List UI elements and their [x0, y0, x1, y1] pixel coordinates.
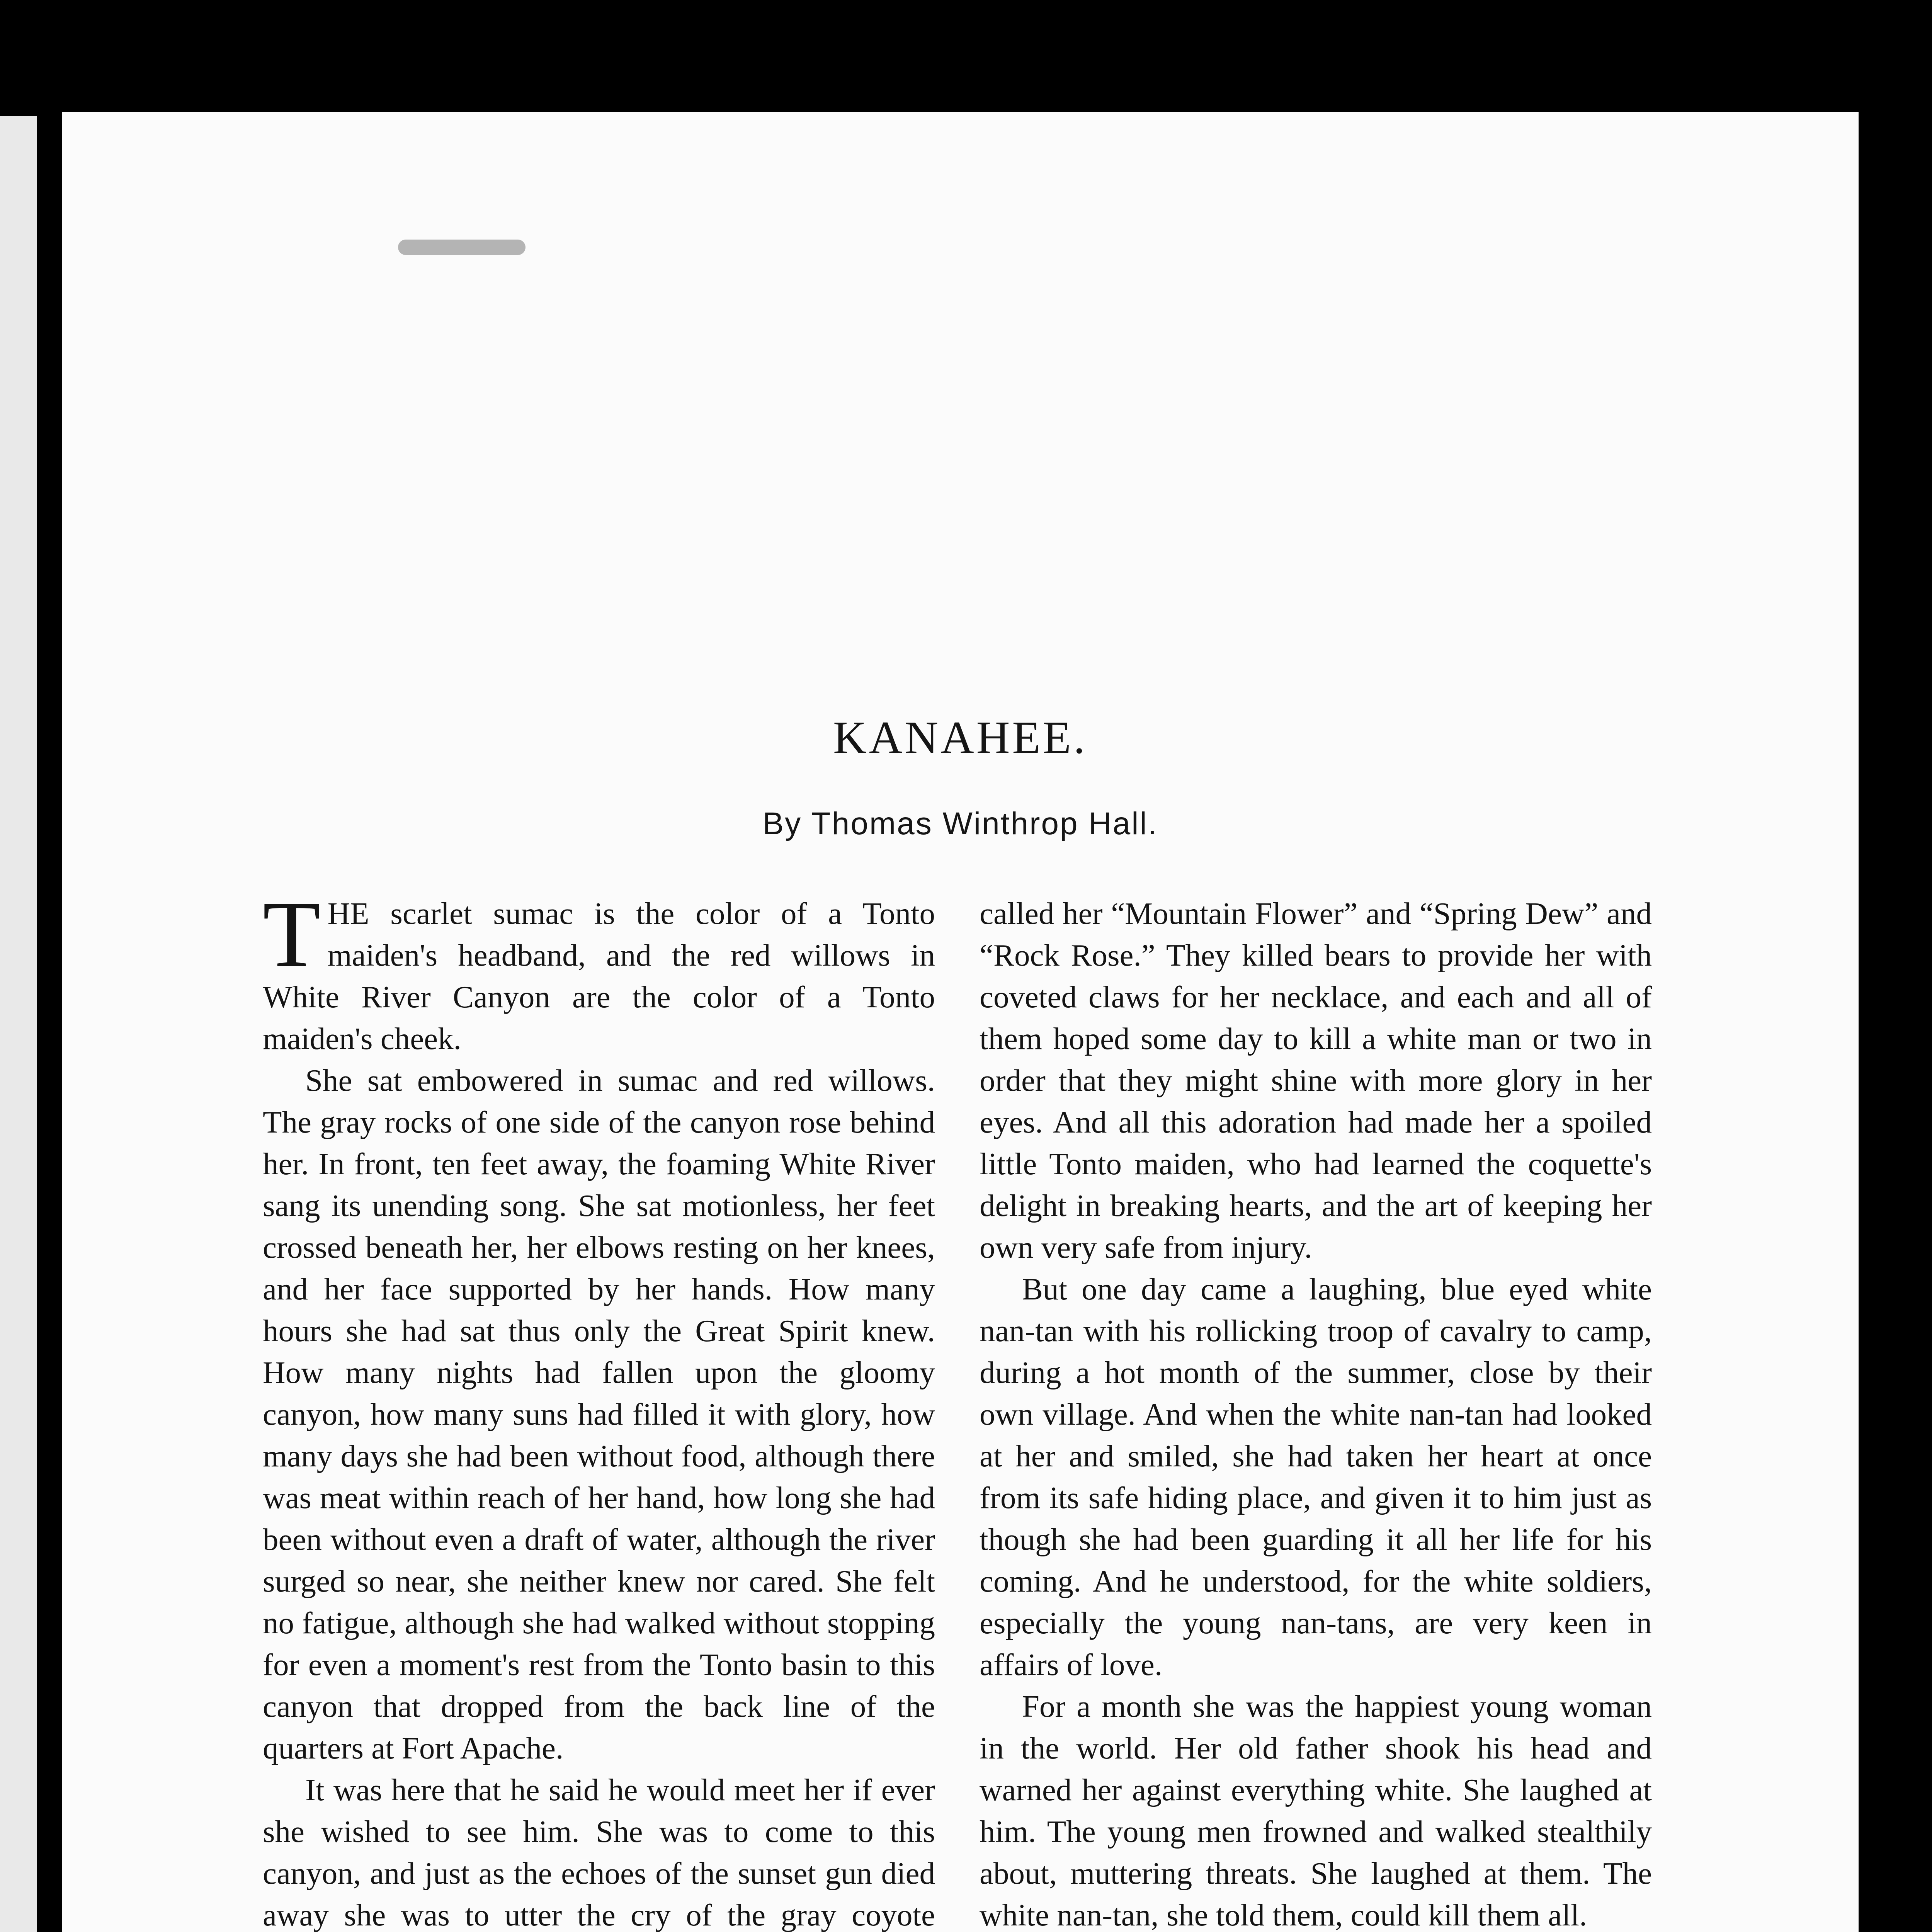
text-column-right: [980, 893, 1652, 1932]
opening-caps: HE: [327, 896, 369, 931]
paragraph: But one day came a laughing, blue eyed white nan-tan with his rollicking troop of cavalry to camp, during a hot month of the summer, close by their own village. And when the white nan-tan had looked at her and smiled, she had taken her heart at once from its safe hiding place, and given it to him just as though she had been guarding it all her life for his coming. And he understood, for the white soldiers, especially the young nan-tans, are very keen in affairs of love.: [980, 1272, 1652, 1682]
text-column-left: [263, 882, 935, 1932]
paragraph: called her “Mountain Flower” and “Spring Dew” and “Rock Rose.” They killed bears to provide her with coveted claws for her necklace, and each and all of them hoped some day to kill a white man or two in order that they might shine with more glory in her eyes. And all this adoration had made her a spoiled little Tonto maiden, who had learned the coquette's delight in breaking hearts, and the art of keeping her own very safe from injury.: [980, 896, 1652, 1265]
adjacent-page-edge: [0, 116, 37, 1932]
paragraph: She sat embowered in sumac and red willows. The gray rocks of one side of the canyon rose behind her. In front, ten feet away, the foaming White River sang its unending song. She sat motionless, her feet crossed beneath her, her elbows resting on her knees, and her face supported by her hands. How many hours she had sat thus only the Great Spirit knew. How many nights had fallen upon the gloomy canyon, how many suns had filled it with glory, how many days she had been without food, although there was meat within reach of her hand, how long she had been without even a draft of water, although the river surged so near, she neither knew nor cared. She felt no fatigue, although she had walked without stopping for even a moment's rest from the Tonto basin to this canyon that dropped from the back line of the quarters at Fort Apache.: [263, 1063, 935, 1765]
story-title: KANAHEE.: [833, 712, 1087, 763]
opening-paragraph: [263, 882, 935, 1060]
drop-cap: T: [263, 882, 321, 986]
magazine-page: [62, 112, 1859, 1932]
story-byline: By Thomas Winthrop Hall.: [762, 806, 1158, 841]
binding-mark: [398, 240, 526, 255]
opening-text: scarlet sumac is the color of a Tonto maiden's headband, and the red willows in White River Canyon are the color of a Tonto maiden's cheek.: [263, 896, 935, 1056]
paragraph: It was here that he said he would meet her if ever she wished to see him. She was to come to this canyon, and just as the echoes of the sunset gun died away she was to utter the cry of the gray coyote: [263, 1772, 935, 1932]
paragraph: For a month she was the happiest young woman in the world. Her old father shook his head and warned her against everything white. She laughed at him. The young men frowned and walked stealthily about, muttering threats. She laughed at them. The white nan-tan, she told them, could kill them all.: [980, 1689, 1652, 1932]
